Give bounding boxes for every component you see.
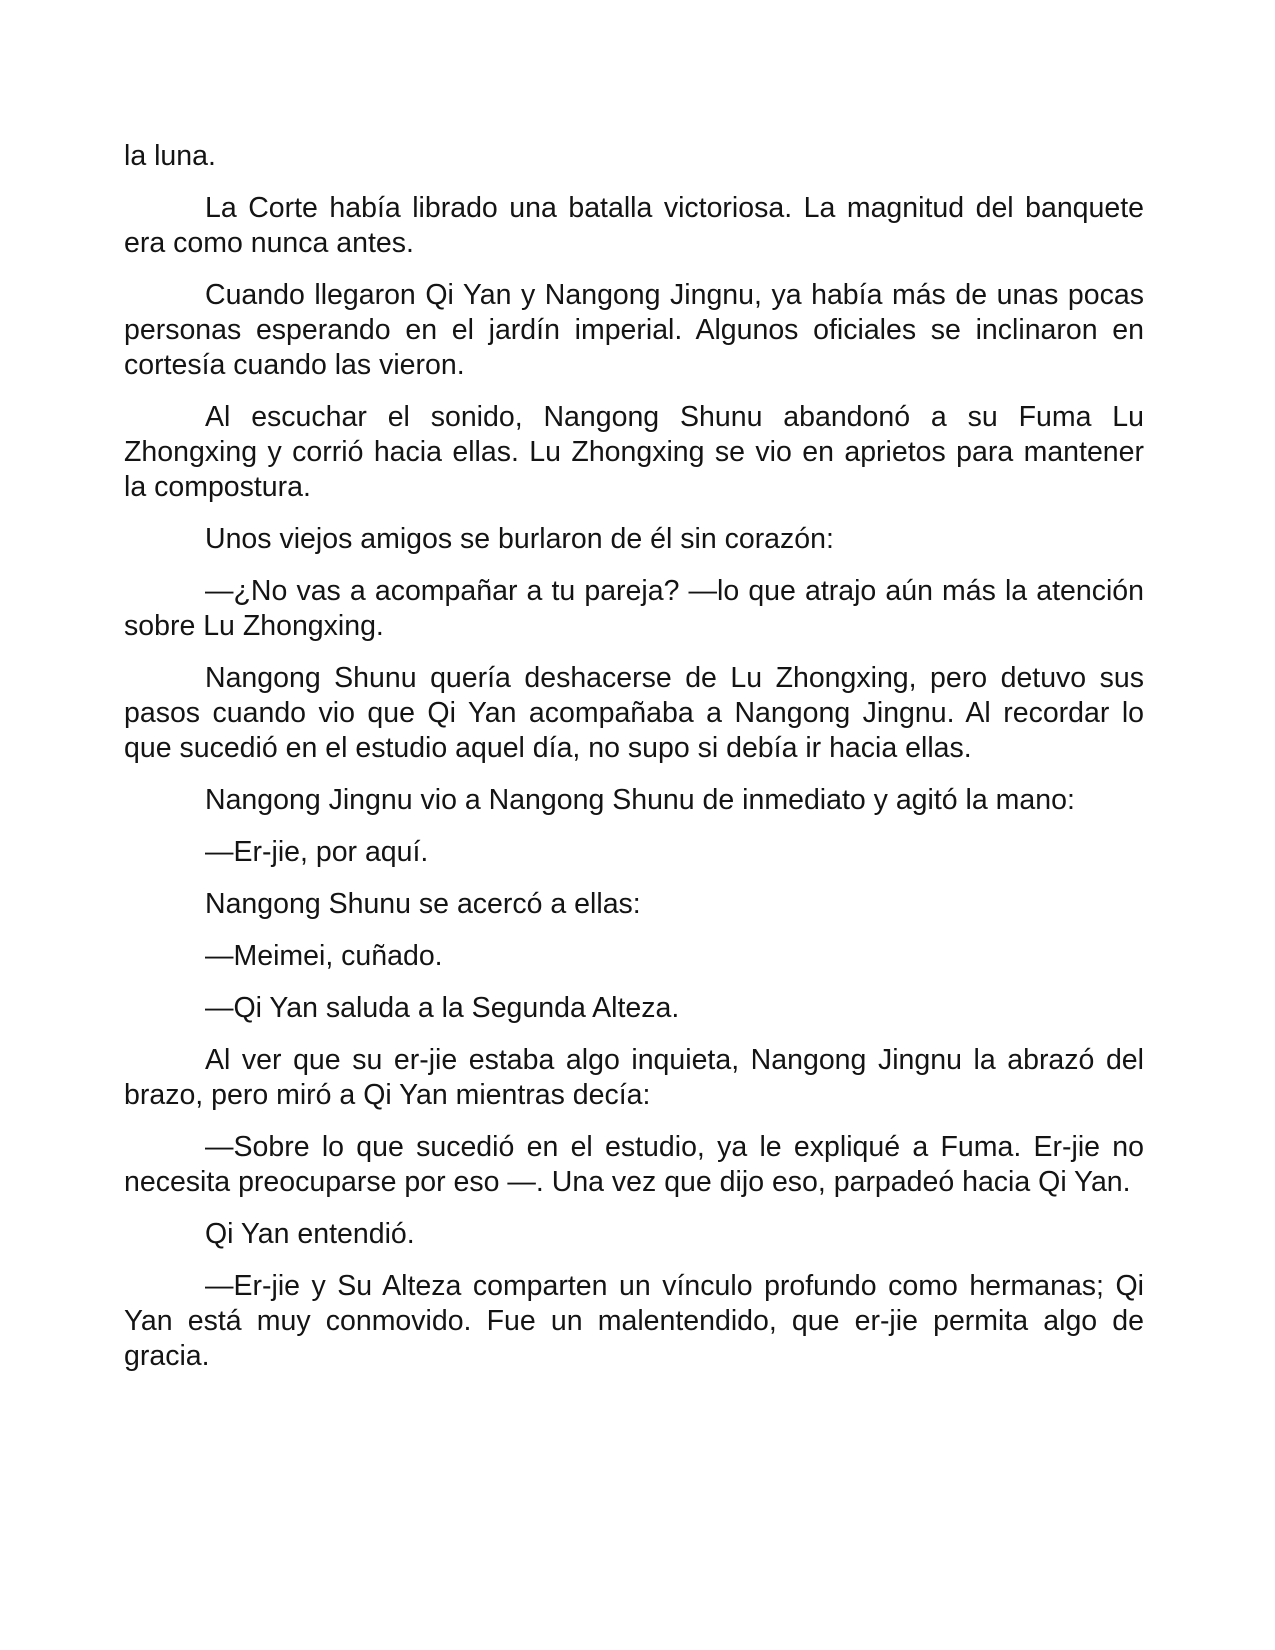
paragraph: La Corte había librado una batalla victoriosa. La magnitud del banquete era como nunca antes. (124, 192, 1144, 259)
paragraph: Nangong Shunu quería deshacerse de Lu Zhongxing, pero detuvo sus pasos cuando vio que Qi Yan acompañaba a Nangong Jingnu. Al recordar lo que sucedió en el estudio aquel día, no supo si debía ir hacia ellas. (124, 662, 1144, 764)
paragraph: Qi Yan entendió. (205, 1218, 415, 1250)
paragraph: Al ver que su er-jie estaba algo inquieta, Nangong Jingnu la abrazó del brazo, pero miró a Qi Yan mientras decía: (124, 1044, 1144, 1111)
document-page (124, 139, 1144, 1391)
paragraph: —Er-jie, por aquí. (205, 836, 429, 868)
paragraph: Unos viejos amigos se burlaron de él sin corazón: (205, 523, 834, 555)
paragraph: —Sobre lo que sucedió en el estudio, ya le expliqué a Fuma. Er-jie no necesita preocuparse por eso —. Una vez que dijo eso, parpadeó hacia Qi Yan. (124, 1131, 1144, 1198)
paragraph: Nangong Shunu se acercó a ellas: (205, 888, 641, 920)
paragraph: —Qi Yan saluda a la Segunda Alteza. (205, 992, 680, 1024)
paragraph: —¿No vas a acompañar a tu pareja? —lo que atrajo aún más la atención sobre Lu Zhongxing. (124, 575, 1144, 642)
paragraph: —Er-jie y Su Alteza comparten un vínculo profundo como hermanas; Qi Yan está muy conmovido. Fue un malentendido, que er-jie permita algo de gracia. (124, 1270, 1144, 1372)
paragraph: Al escuchar el sonido, Nangong Shunu abandonó a su Fuma Lu Zhongxing y corrió hacia ellas. Lu Zhongxing se vio en aprietos para mantener la compostura. (124, 401, 1144, 503)
paragraph: la luna. (124, 140, 216, 172)
paragraph: Cuando llegaron Qi Yan y Nangong Jingnu, ya había más de unas pocas personas esperando en el jardín imperial. Algunos oficiales se inclinaron en cortesía cuando las vieron. (124, 279, 1144, 381)
paragraph: Nangong Jingnu vio a Nangong Shunu de inmediato y agitó la mano: (205, 784, 1075, 816)
paragraph: —Meimei, cuñado. (205, 940, 443, 972)
